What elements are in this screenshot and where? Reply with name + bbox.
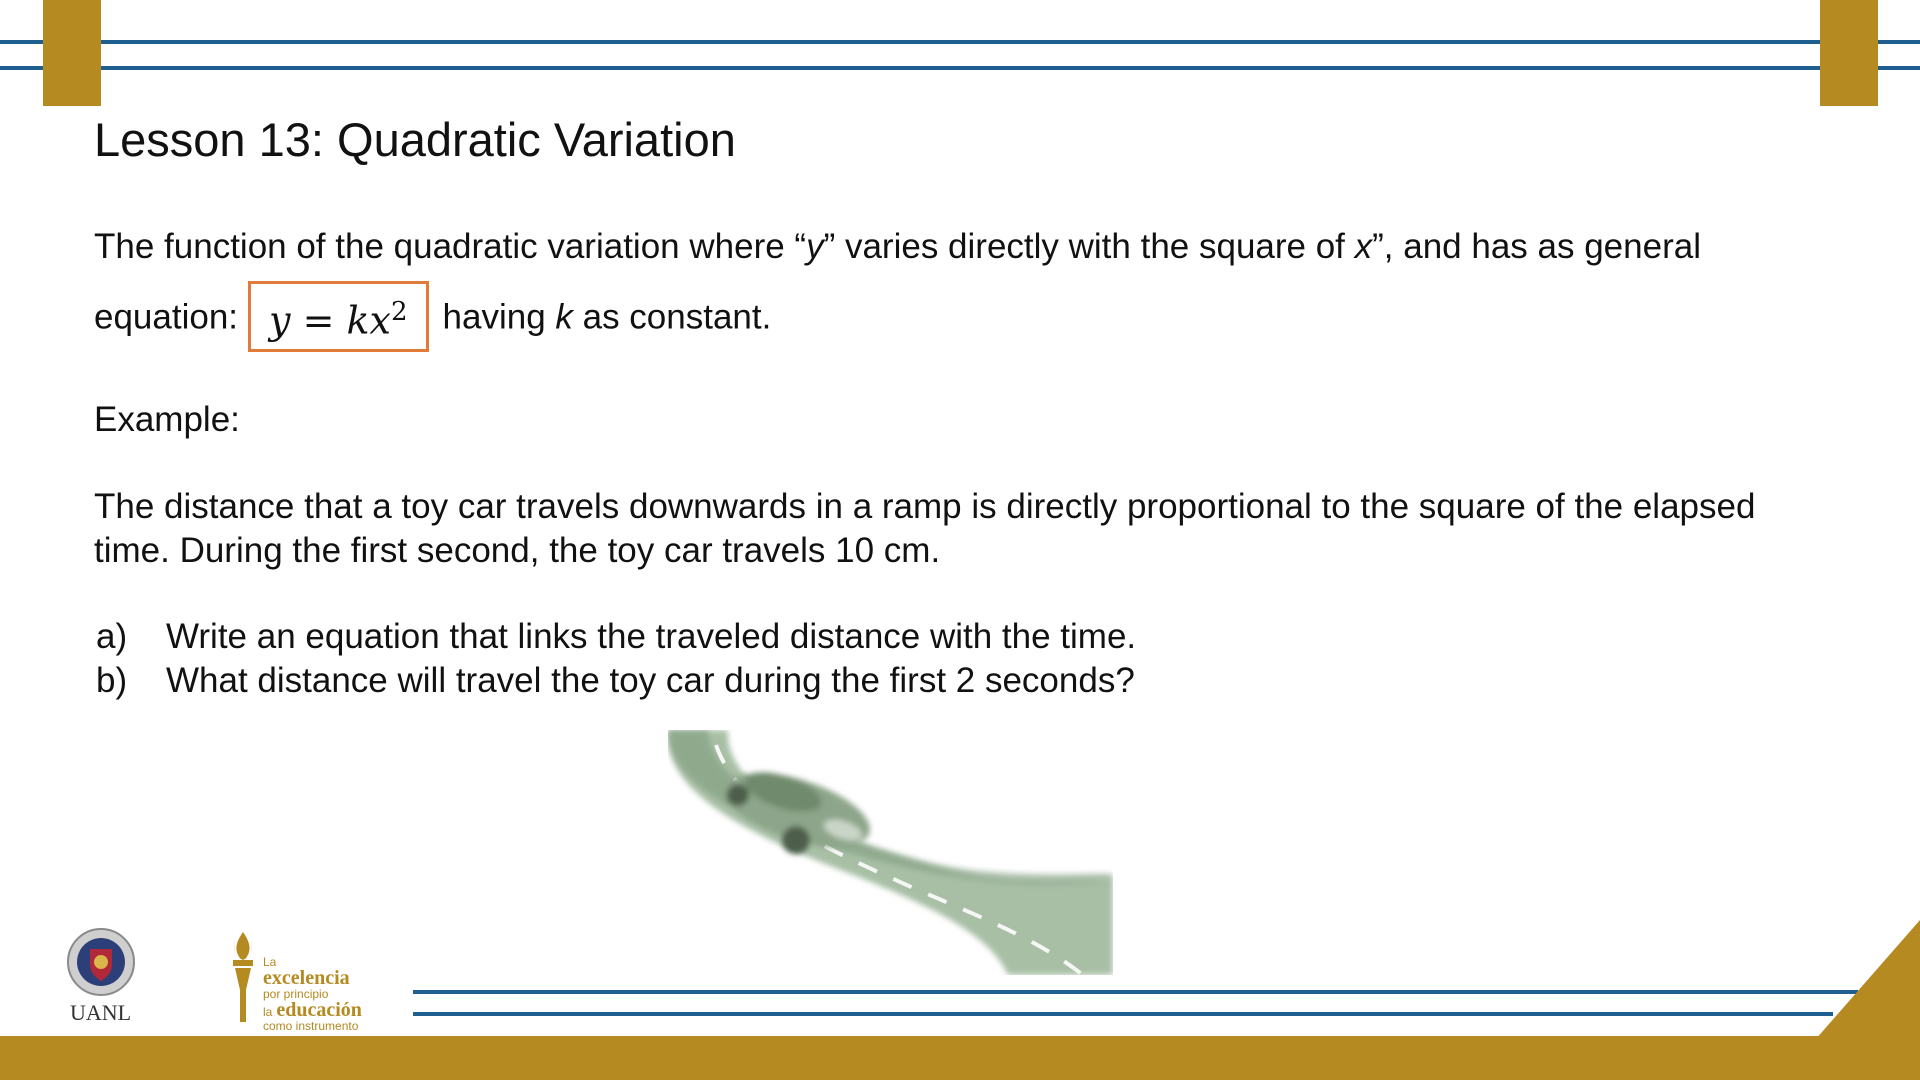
torch-logo	[228, 930, 258, 1025]
corner-gold-triangle	[1815, 920, 1920, 1040]
question-text: Write an equation that links the traveled distance with the time.	[166, 617, 1137, 656]
equation-exponent: 2	[390, 297, 408, 327]
slide-title: Lesson 13: Quadratic Variation	[94, 113, 736, 166]
question-marker: a)	[96, 617, 128, 656]
var-k: k	[555, 297, 573, 337]
var-y: y	[806, 227, 824, 266]
problem-line-1: The distance that a toy car travels downwards in a ramp is directly proportional to the square of the elapsed	[94, 487, 1756, 526]
toy-car-ramp-illustration	[668, 730, 1113, 975]
bottom-line-1	[413, 990, 1858, 994]
motto-la-2: la	[263, 1005, 273, 1019]
question-item-b	[96, 659, 1136, 703]
intro-text-equation-label: equation:	[94, 297, 239, 337]
motto-por-principio: por principio	[263, 987, 329, 1001]
motto-text	[263, 955, 362, 1033]
motto-la: La	[263, 955, 277, 969]
top-line-1	[0, 40, 1920, 44]
bottom-line-2	[413, 1012, 1833, 1016]
intro-line-1	[94, 225, 1854, 269]
intro-text-c: ”, and has as general	[1372, 227, 1701, 266]
var-x: x	[1354, 227, 1373, 266]
question-text: What distance will travel the toy car during the first 2 seconds?	[166, 661, 1135, 700]
motto-como-instrumento: como instrumento	[263, 1019, 359, 1033]
equation-box	[248, 281, 428, 352]
footer-gold-bar	[0, 1036, 1920, 1080]
example-label: Example:	[94, 400, 240, 439]
top-left-gold-tab	[43, 0, 101, 106]
question-list	[96, 615, 1136, 703]
ramp-svg	[668, 730, 1113, 975]
question-marker: b)	[96, 661, 128, 700]
intro-text-having: having	[442, 297, 556, 337]
intro-text-a: The function of the quadratic variation where “	[94, 227, 807, 266]
intro-text-b: ” varies directly with the square of	[823, 227, 1355, 266]
problem-line-2: time. During the first second, the toy car travels 10 cm.	[94, 531, 941, 570]
question-item-a	[96, 615, 1136, 659]
uanl-seal-logo	[66, 927, 136, 997]
motto-educacion: educación	[276, 999, 362, 1021]
motto-educacion-line	[263, 1001, 362, 1019]
equation-text: y = kx	[269, 298, 391, 343]
top-line-2	[0, 66, 1920, 70]
top-right-gold-tab	[1820, 0, 1878, 106]
uanl-label: UANL	[70, 1000, 132, 1025]
intro-text-constant: as constant.	[572, 297, 772, 337]
intro-line-2	[94, 284, 1854, 355]
motto-excelencia: excelencia	[263, 967, 350, 989]
